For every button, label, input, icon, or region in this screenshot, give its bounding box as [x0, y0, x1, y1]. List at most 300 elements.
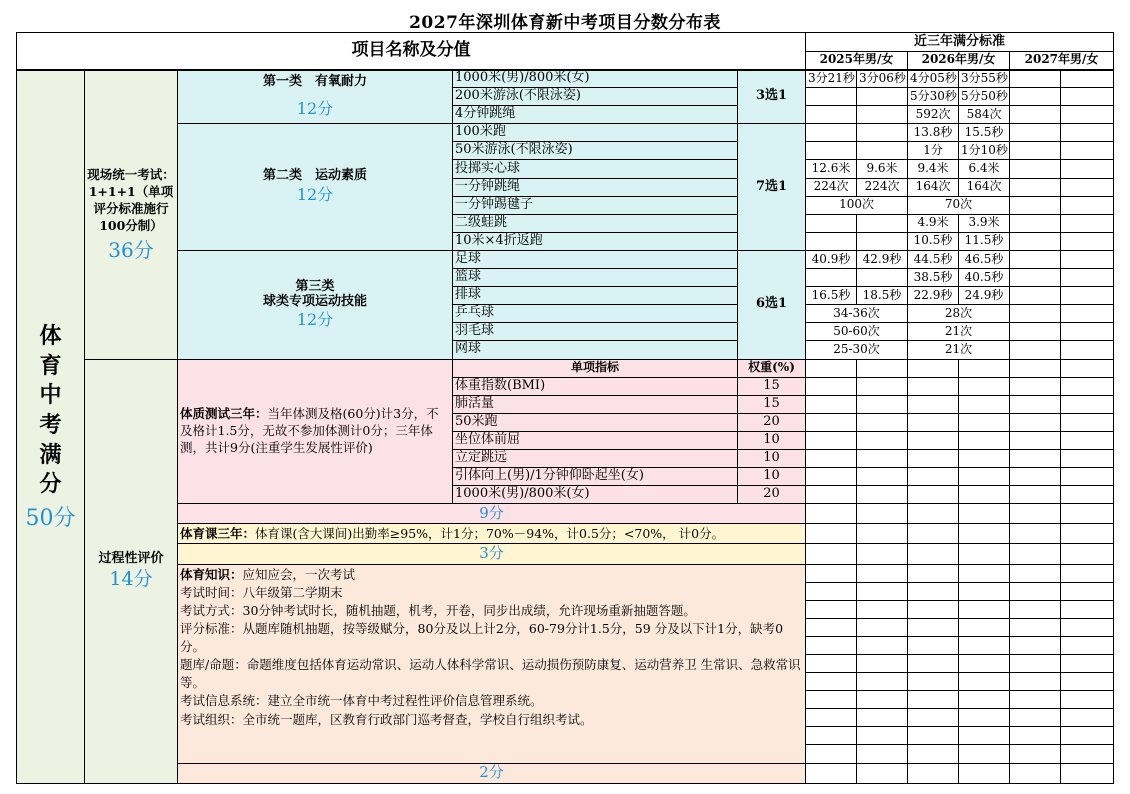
fitness-title: 体质测试三年：	[180, 406, 268, 422]
fitness-weight: 10	[738, 468, 806, 486]
process-eval-cell	[85, 359, 178, 783]
onsite-score: 36分	[108, 237, 154, 262]
standard-2027-female	[1061, 160, 1114, 178]
standard-empty	[1010, 709, 1061, 727]
fitness-desc-cell	[178, 359, 453, 504]
standard-empty	[857, 655, 908, 673]
standard-2027-female	[1061, 88, 1114, 106]
standard-2025-female: 224次	[857, 178, 908, 196]
standard-empty	[857, 636, 908, 654]
standard-2026-female: 15.5秒	[959, 124, 1010, 142]
standard-empty	[806, 582, 857, 600]
standard-2027-female	[1061, 341, 1114, 359]
standard-2025: 25-30次	[806, 341, 908, 359]
fitness-weight: 15	[738, 377, 806, 395]
standard-2025-female	[857, 142, 908, 160]
fitness-score: 9分	[178, 504, 806, 524]
category-2-item: 二级蛙跳	[453, 214, 738, 232]
col-item-header: 单项指标	[453, 359, 738, 377]
standard-empty	[908, 709, 959, 727]
standard-empty	[857, 524, 908, 544]
standard-empty	[1061, 413, 1114, 431]
fitness-desc: 当年体测及格(60分)计3分，不及格计1.5分，无故不参加体测计0分；三年体测，共计9分(注重学生发展性评价)	[180, 406, 439, 455]
standard-2025-male: 12.6米	[806, 160, 857, 178]
category-1-item: 1000米(男)/800米(女)	[453, 70, 738, 88]
standard-2027-male	[1010, 160, 1061, 178]
total-score-cell	[17, 70, 85, 784]
standard-empty	[959, 727, 1010, 745]
standard-2027-male	[1010, 269, 1061, 287]
fitness-weight: 20	[738, 486, 806, 504]
standard-empty	[908, 377, 959, 395]
standard-empty	[908, 763, 959, 783]
standard-empty	[857, 486, 908, 504]
standard-2025: 34-36次	[806, 305, 908, 323]
standard-empty	[908, 449, 959, 467]
standard-2026-female: 584次	[959, 106, 1010, 124]
standard-2025-female: 42.9秒	[857, 250, 908, 268]
standard-empty	[806, 745, 857, 763]
standard-empty	[959, 524, 1010, 544]
standard-2027-male	[1010, 106, 1061, 124]
standard-2025-male	[806, 124, 857, 142]
fitness-weight: 20	[738, 413, 806, 431]
standard-2026-female: 6.4米	[959, 160, 1010, 178]
standard-empty	[959, 673, 1010, 691]
standard-empty	[908, 582, 959, 600]
standard-empty	[1061, 582, 1114, 600]
standard-2027-male	[1010, 88, 1061, 106]
standard-2025-male	[806, 142, 857, 160]
standard-2025-female	[857, 232, 908, 250]
standard-empty	[857, 377, 908, 395]
score-table	[16, 32, 1114, 784]
standard-2027-female	[1061, 250, 1114, 268]
fitness-item: 坐位体前屈	[453, 431, 738, 449]
standard-2027-female	[1061, 124, 1114, 142]
standard-2026: 21次	[908, 341, 1010, 359]
standard-empty	[959, 468, 1010, 486]
standard-2025-female	[857, 88, 908, 106]
standard-2025-female	[857, 124, 908, 142]
standard-empty	[806, 468, 857, 486]
standard-2026-female: 5分50秒	[959, 88, 1010, 106]
standard-2027-male	[1010, 323, 1061, 341]
standard-empty	[806, 413, 857, 431]
process-label: 过程性评价	[98, 550, 164, 566]
knowledge-line: 考试信息系统：建立全市统一体育中考过程性评价信息管理系统。	[180, 693, 543, 709]
standard-empty	[908, 655, 959, 673]
standard-2027-male	[1010, 142, 1061, 160]
standard-2026-male: 1分	[908, 142, 959, 160]
standard-empty	[1061, 524, 1114, 544]
table-row	[17, 544, 1114, 564]
pe-class-title: 体育课三年：	[180, 525, 256, 541]
standard-empty	[1010, 413, 1061, 431]
standard-2026-male: 22.9秒	[908, 287, 959, 305]
year-2025-header: 2025年男/女	[806, 52, 908, 70]
category-2-item: 一分钟踢毽子	[453, 196, 738, 214]
standard-empty	[857, 504, 908, 524]
standard-2025-female: 18.5秒	[857, 287, 908, 305]
fitness-item: 体重指数(BMI)	[453, 377, 738, 395]
standard-empty	[959, 600, 1010, 618]
standard-2026-male: 4.9米	[908, 214, 959, 232]
table-row	[17, 564, 1114, 582]
standard-empty	[1061, 745, 1114, 763]
standard-2025-female	[857, 106, 908, 124]
standard-empty	[857, 600, 908, 618]
standard-2026: 28次	[908, 305, 1010, 323]
total-score: 50分	[25, 505, 76, 531]
fitness-item: 肺活量	[453, 395, 738, 413]
standard-empty	[806, 377, 857, 395]
standard-empty	[1061, 727, 1114, 745]
category-3-name2: 球类专项运动技能	[262, 293, 367, 309]
standard-empty	[1010, 618, 1061, 636]
standard-2025-female: 3分06秒	[857, 70, 908, 88]
standard-empty	[1010, 636, 1061, 654]
standard-empty	[806, 486, 857, 504]
knowledge-line: 评分标准：从题库随机抽题，按等级赋分，80分及以上计2分，60-79分计1.5分，59 分及以下计1分，缺考0分。	[180, 620, 784, 655]
standard-empty	[857, 544, 908, 564]
project-name-header: 项目名称及分值	[17, 33, 806, 70]
standard-2025-male	[806, 214, 857, 232]
category-1-cell	[178, 70, 453, 124]
category-2-name: 第二类 运动素质	[262, 168, 367, 184]
standard-empty	[908, 504, 959, 524]
standard-empty	[908, 636, 959, 654]
standard-2027-female	[1061, 232, 1114, 250]
table-row	[17, 250, 1114, 268]
onsite-label: 现场统一考试：1+1+1（单项评分标准施行100分制）	[87, 167, 175, 233]
category-2-item: 10米×4折返跑	[453, 232, 738, 250]
standard-empty	[959, 544, 1010, 564]
standard-empty	[857, 468, 908, 486]
category-1-item: 4分钟跳绳	[453, 106, 738, 124]
standard-2025-male	[806, 88, 857, 106]
standard-2025-male: 3分21秒	[806, 70, 857, 88]
standard-empty	[1010, 582, 1061, 600]
standard-2027-male	[1010, 214, 1061, 232]
standard-empty	[908, 413, 959, 431]
table-row	[17, 524, 1114, 544]
category-2-choose: 7选1	[738, 124, 806, 251]
category-3-item: 乒乓球	[453, 305, 738, 323]
standard-empty	[959, 395, 1010, 413]
standard-2026-female: 1分10秒	[959, 142, 1010, 160]
standard-empty	[806, 564, 857, 582]
standard-empty	[1010, 486, 1061, 504]
standard-empty	[959, 763, 1010, 783]
standard-2026: 70次	[908, 196, 1010, 214]
standard-empty	[1010, 359, 1061, 377]
standard-empty	[1061, 691, 1114, 709]
standard-empty	[1061, 504, 1114, 524]
standard-empty	[806, 727, 857, 745]
standard-empty	[806, 395, 857, 413]
standard-empty	[959, 413, 1010, 431]
standard-2026-female: 3分55秒	[959, 70, 1010, 88]
standard-2025-female: 9.6米	[857, 160, 908, 178]
standard-empty	[1010, 431, 1061, 449]
table-row	[17, 70, 1114, 88]
standard-empty	[1061, 618, 1114, 636]
standard-empty	[1061, 449, 1114, 467]
standard-2026-male: 10.5秒	[908, 232, 959, 250]
standards-header: 近三年满分标准	[806, 33, 1114, 52]
standard-empty	[959, 486, 1010, 504]
standard-empty	[1061, 395, 1114, 413]
knowledge-line: 考试方式：30分钟考试时长，随机抽题，机考，开卷，同步出成绩，允许现场重新抽题答题。	[180, 602, 696, 618]
standard-empty	[908, 524, 959, 544]
standard-2027-male	[1010, 305, 1061, 323]
standard-empty	[959, 431, 1010, 449]
standard-empty	[908, 727, 959, 745]
category-1-score: 12分	[296, 99, 334, 119]
standard-empty	[908, 691, 959, 709]
standard-empty	[1010, 673, 1061, 691]
standard-2025: 100次	[806, 196, 908, 214]
standard-empty	[1061, 431, 1114, 449]
pe-class-desc	[178, 524, 806, 544]
standard-empty	[1061, 763, 1114, 783]
standard-empty	[1010, 449, 1061, 467]
category-1-choose: 3选1	[738, 70, 806, 124]
standard-empty	[1061, 564, 1114, 582]
standard-2027-female	[1061, 214, 1114, 232]
standard-empty	[1061, 673, 1114, 691]
standard-empty	[806, 449, 857, 467]
fitness-weight: 10	[738, 449, 806, 467]
standard-empty	[806, 359, 857, 377]
standard-empty	[857, 395, 908, 413]
year-2026-header: 2026年男/女	[908, 52, 1010, 70]
standard-empty	[959, 618, 1010, 636]
standard-empty	[857, 745, 908, 763]
standard-empty	[806, 673, 857, 691]
standard-2027-female	[1061, 323, 1114, 341]
fitness-item: 1000米(男)/800米(女)	[453, 486, 738, 504]
process-score: 14分	[109, 567, 153, 590]
standard-empty	[959, 359, 1010, 377]
standard-empty	[1010, 763, 1061, 783]
standard-empty	[1061, 544, 1114, 564]
table-row	[17, 124, 1114, 142]
standard-empty	[857, 673, 908, 691]
standard-2027-male	[1010, 250, 1061, 268]
standard-empty	[1010, 468, 1061, 486]
standard-empty	[1010, 564, 1061, 582]
standard-empty	[1061, 709, 1114, 727]
standard-empty	[806, 691, 857, 709]
standard-empty	[1061, 636, 1114, 654]
category-3-item: 排球	[453, 287, 738, 305]
standard-empty	[806, 618, 857, 636]
table-row	[17, 33, 1114, 52]
standard-empty	[908, 673, 959, 691]
standard-2027-female	[1061, 287, 1114, 305]
standard-2025-female	[857, 214, 908, 232]
standard-empty	[908, 359, 959, 377]
fitness-item: 引体向上(男)/1分钟仰卧起坐(女)	[453, 468, 738, 486]
category-3-name: 第三类	[295, 278, 335, 294]
standard-empty	[908, 395, 959, 413]
standard-empty	[806, 709, 857, 727]
standard-empty	[1010, 691, 1061, 709]
standard-empty	[857, 413, 908, 431]
standard-empty	[959, 691, 1010, 709]
standard-empty	[857, 691, 908, 709]
standard-2026-female: 164次	[959, 178, 1010, 196]
standard-2026-male: 38.5秒	[908, 269, 959, 287]
standard-empty	[857, 709, 908, 727]
standard-empty	[1061, 486, 1114, 504]
standard-2025-female	[857, 269, 908, 287]
col-weight-header: 权重(%)	[738, 359, 806, 377]
knowledge-line: 题库/命题：命题维度包括体育运动常识、运动人体科学常识、运动损伤预防康复、运动营养卫 生常识、急救常识等。	[180, 657, 801, 691]
standard-empty	[1061, 655, 1114, 673]
fitness-weight: 15	[738, 395, 806, 413]
standard-empty	[1061, 600, 1114, 618]
standard-2025-male	[806, 232, 857, 250]
sheet-title: 2027年深圳体育新中考项目分数分布表	[409, 13, 721, 33]
standard-empty	[806, 524, 857, 544]
knowledge-score: 2分	[178, 763, 806, 783]
total-label: 体育中考满分	[39, 322, 62, 498]
knowledge-line: 考试时间：八年级第二学期末	[180, 584, 343, 600]
standard-2027-female	[1061, 305, 1114, 323]
standard-2026-male: 592次	[908, 106, 959, 124]
standard-empty	[908, 600, 959, 618]
standard-2025-male	[806, 106, 857, 124]
standard-2026-male: 44.5秒	[908, 250, 959, 268]
standard-empty	[908, 544, 959, 564]
standard-2025-male: 40.9秒	[806, 250, 857, 268]
standard-empty	[857, 359, 908, 377]
standard-2027-male	[1010, 70, 1061, 88]
standard-2027-female	[1061, 196, 1114, 214]
standard-2025-male: 224次	[806, 178, 857, 196]
standard-2027-female	[1061, 70, 1114, 88]
standard-2027-female	[1061, 142, 1114, 160]
standard-2027-male	[1010, 178, 1061, 196]
standard-2026-female: 3.9米	[959, 214, 1010, 232]
category-2-item: 50米游泳(不限泳姿)	[453, 142, 738, 160]
standard-empty	[857, 564, 908, 582]
standard-2026-female: 46.5秒	[959, 250, 1010, 268]
standard-2026-male: 13.8秒	[908, 124, 959, 142]
standard-2026-female: 11.5秒	[959, 232, 1010, 250]
standard-empty	[959, 449, 1010, 467]
fitness-weight: 10	[738, 431, 806, 449]
category-3-cell	[178, 250, 453, 359]
standard-empty	[1010, 524, 1061, 544]
standard-empty	[959, 655, 1010, 673]
standard-2026-male: 9.4米	[908, 160, 959, 178]
category-3-item: 篮球	[453, 269, 738, 287]
standard-2027-male	[1010, 287, 1061, 305]
category-2-item: 投掷实心球	[453, 160, 738, 178]
category-3-choose: 6选1	[738, 250, 806, 359]
standard-empty	[908, 618, 959, 636]
standard-empty	[959, 582, 1010, 600]
standard-empty	[1010, 745, 1061, 763]
standard-empty	[959, 709, 1010, 727]
standard-empty	[806, 763, 857, 783]
standard-2027-male	[1010, 341, 1061, 359]
standard-empty	[959, 504, 1010, 524]
standard-empty	[908, 468, 959, 486]
year-2027-header: 2027年男/女	[1010, 52, 1114, 70]
standard-empty	[1010, 655, 1061, 673]
category-2-score: 12分	[296, 185, 334, 205]
category-3-item: 足球	[453, 250, 738, 268]
table-row	[17, 504, 1114, 524]
standard-2025-male: 16.5秒	[806, 287, 857, 305]
category-1-item: 200米游泳(不限泳姿)	[453, 88, 738, 106]
standard-2025: 50-60次	[806, 323, 908, 341]
standard-empty	[959, 636, 1010, 654]
standard-empty	[1010, 504, 1061, 524]
table-row	[17, 763, 1114, 783]
standard-2027-male	[1010, 232, 1061, 250]
standard-empty	[1010, 377, 1061, 395]
standard-2026-male: 5分30秒	[908, 88, 959, 106]
knowledge-desc	[178, 564, 806, 763]
standard-empty	[908, 486, 959, 504]
standard-empty	[857, 763, 908, 783]
standard-empty	[857, 727, 908, 745]
standard-2026-female: 40.5秒	[959, 269, 1010, 287]
standard-empty	[806, 636, 857, 654]
standard-empty	[1061, 377, 1114, 395]
standard-2027-female	[1061, 178, 1114, 196]
standard-empty	[959, 745, 1010, 763]
standard-empty	[1010, 727, 1061, 745]
standard-empty	[908, 431, 959, 449]
standard-empty	[857, 431, 908, 449]
table-row	[17, 359, 1114, 377]
category-3-score: 12分	[296, 310, 334, 330]
standard-2026: 21次	[908, 323, 1010, 341]
category-1-name: 第一类 有氧耐力	[262, 74, 367, 90]
standard-empty	[1061, 468, 1114, 486]
standard-empty	[806, 600, 857, 618]
standard-empty	[806, 431, 857, 449]
standard-empty	[1010, 544, 1061, 564]
category-3-item: 网球	[453, 341, 738, 359]
category-2-item: 100米跑	[453, 124, 738, 142]
standard-empty	[857, 582, 908, 600]
standard-empty	[959, 564, 1010, 582]
standard-empty	[857, 449, 908, 467]
fitness-item: 立定跳远	[453, 449, 738, 467]
fitness-item: 50米跑	[453, 413, 738, 431]
standard-empty	[806, 655, 857, 673]
standard-2027-male	[1010, 124, 1061, 142]
knowledge-line: 体育知识：应知应会，一次考试	[180, 566, 356, 582]
standard-2027-female	[1061, 269, 1114, 287]
standard-empty	[1061, 359, 1114, 377]
standard-2026-male: 4分05秒	[908, 70, 959, 88]
standard-2027-male	[1010, 196, 1061, 214]
category-2-item: 一分钟跳绳	[453, 178, 738, 196]
standard-empty	[908, 564, 959, 582]
pe-class-score: 3分	[178, 544, 806, 564]
standard-empty	[806, 504, 857, 524]
standard-empty	[806, 544, 857, 564]
